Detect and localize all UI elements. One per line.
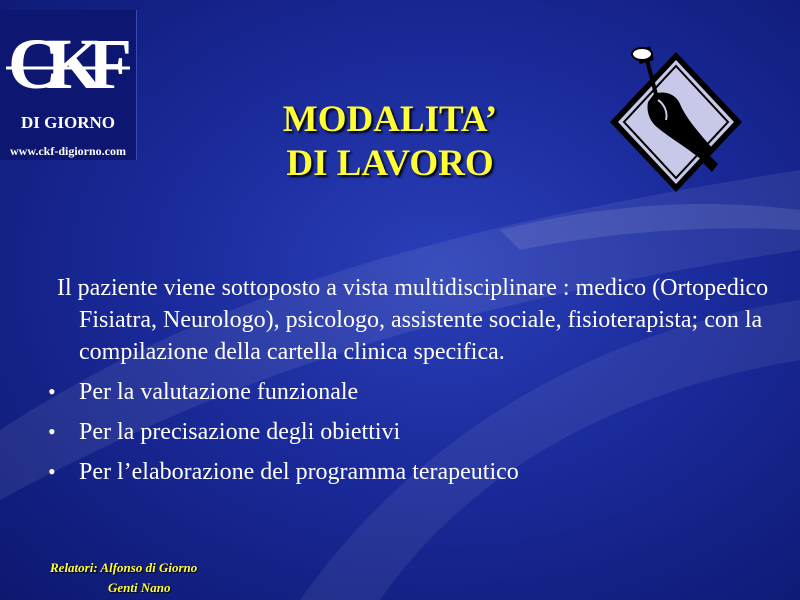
footer-line-1: Relatori: Alfonso di Giorno [50,560,198,575]
logo-mark-text: CKF [8,24,118,104]
ckf-logo-mark [6,18,130,108]
bullet-item: • Per l’elaborazione del programma terapeutico [44,454,774,490]
slide-title [200,98,580,186]
company-logo [0,10,137,160]
title-line-2: DI LAVORO [286,143,494,184]
footer-line-2: Genti Nano [108,580,171,595]
intro-paragraph: Il paziente viene sottoposto a vista multidisciplinare : medico (Ortopedico Fisiatra, Neurologo), psicologo, assistente sociale, fisioterapista; con la compilazione della cartella clinica specifica. [57,275,769,365]
slide-body [44,272,774,494]
presenters-footer [50,558,197,598]
title-line-1: MODALITA’ [282,99,498,140]
bullet-list [44,374,774,490]
logo-url: www.ckf-digiorno.com [10,144,126,158]
logo-name: DI GIORNO [21,113,115,132]
hand-with-reflex-hammer-icon [606,42,746,200]
bullet-item: • Per la valutazione funzionale [44,374,774,410]
bullet-item: • Per la precisazione degli obiettivi [44,414,774,450]
